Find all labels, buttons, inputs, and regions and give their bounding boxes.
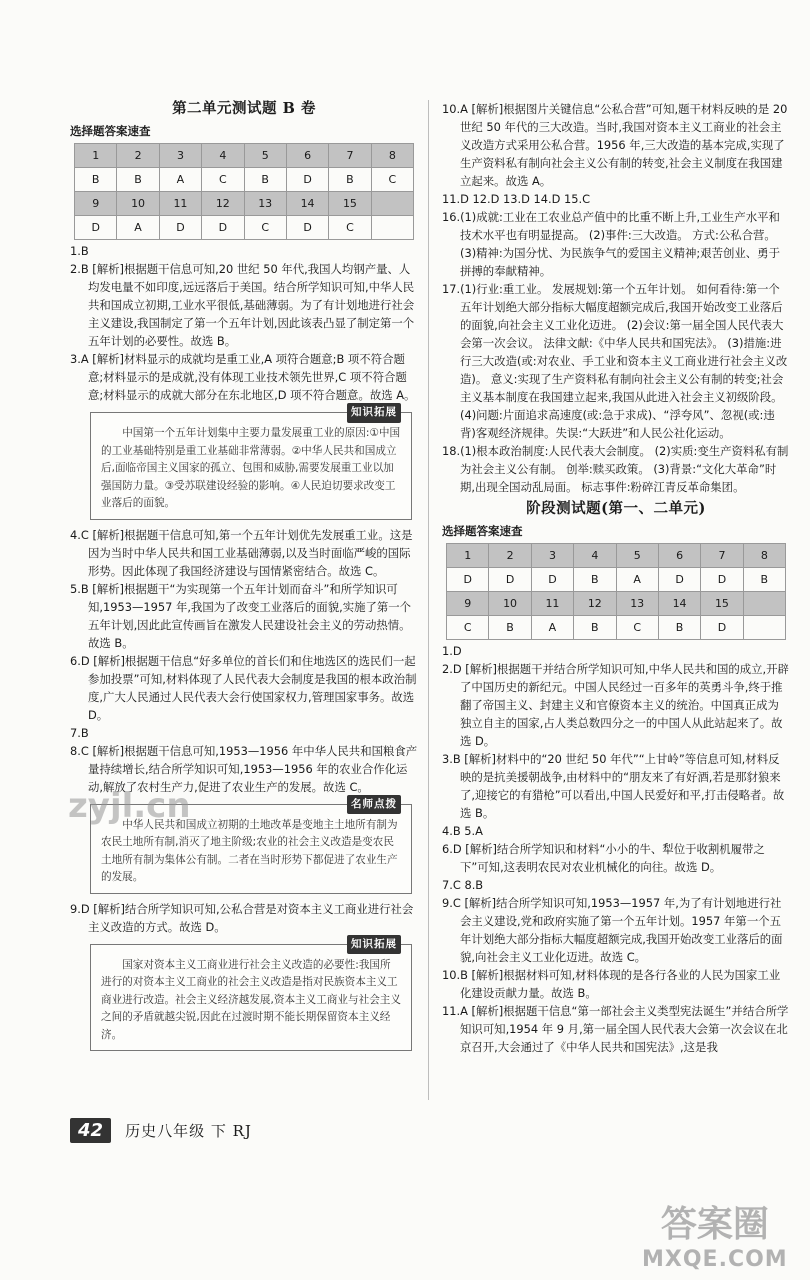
question-number-cell: 6 [658,544,700,568]
box-badge: 知识拓展 [347,935,401,955]
answer-item: 5.B [解析]根据题干“为实现第一个五年计划而奋斗”和所学知识可知,1953—1957 年,我国为了改变工业落后的面貌,实施了第一个五年计划,因此此宣传画旨在激发人民建设社会主义的劳动热情。故选 B。 [70,581,412,650]
watermark-url: MXQE.COM [642,1247,788,1272]
answer-cell: A [117,216,159,240]
question-number-cell: 3 [531,544,573,568]
answer-cell: C [616,616,658,640]
answer-cell: A [159,168,201,192]
answer-cell: B [574,616,616,640]
question-number-cell: 7 [329,144,371,168]
answer-cell: A [616,568,658,592]
question-number-cell: 5 [244,144,286,168]
answer-cell: B [489,616,531,640]
box-text: 国家对资本主义工商业进行社会主义改造的必要性:我国所进行的对资本主义工商业的社会主义改造是指对民族资本主义工商业进行改造。社会主义经济越发展,资本主义工商业与社会主义之间的矛盾就越尖锐,因此在过渡时期不能长期保留资本主义经济。 [101,958,401,1041]
question-number-cell: 4 [574,544,616,568]
answer-item: 7.C 8.B [442,878,484,892]
answer-cell: B [329,168,371,192]
question-number-cell: 9 [75,192,117,216]
answer-cell: D [658,568,700,592]
question-number-cell: 1 [75,144,117,168]
watermark-right [642,1196,788,1272]
answer-cell: D [701,568,743,592]
answer-cell: C [371,168,413,192]
question-number-cell: 8 [371,144,413,168]
answer-table [446,543,786,640]
answer-item: 7.B [70,725,89,740]
question-number-cell: 2 [117,144,159,168]
question-number-cell: 10 [489,592,531,616]
question-number-cell: 9 [447,592,489,616]
page-number: 42 [70,1118,111,1143]
answer-cell: C [244,216,286,240]
answer-cell [371,216,413,240]
watermark-logo-text: 答案圈 [660,1203,769,1245]
question-number-cell: 10 [117,192,159,216]
answer-cell: B [244,168,286,192]
answer-item: 1.B [70,244,89,258]
answer-item: 10.A [解析]根据图片关键信息“公私合营”可知,题干材料反映的是 20 世纪 50 年代的三大改造。当时,我国对资本主义工商业的社会主义改造方式采用公私合营。1956 年,三大改造的基本完成,实现了生产资料私有制向社会主义公有制的转变,社会主义制度在我国建立起来。故选 A。 [442,102,788,188]
right-column [442,100,790,1056]
box-badge: 知识拓展 [347,403,401,423]
question-number-cell: 8 [743,544,785,568]
question-number-cell: 11 [159,192,201,216]
question-number-cell: 2 [489,544,531,568]
box-text: 中华人民共和国成立初期的土地改革是变地主土地所有制为农民土地所有制,消灭了地主阶级;农业的社会主义改造是变农民土地所有制为集体公有制。二者在当时形势下都促进了农业生产的发展。 [101,818,398,883]
question-number-cell: 12 [574,592,616,616]
answer-cell: B [75,168,117,192]
question-number-cell: 15 [329,192,371,216]
answer-item: 4.C [解析]根据题干信息可知,第一个五年计划优先发展重工业。这是因为当时中华人民共和国工业基础薄弱,以及当时面临严峻的国际形势。因此体现了我国经济建设与国情紧密结合。故选 C。 [70,527,413,578]
answer-cell: C [329,216,371,240]
left-column [70,100,418,1057]
knowledge-extension-box [90,406,412,520]
answer-cell: D [159,216,201,240]
question-number-cell: 5 [616,544,658,568]
box-badge: 名师点拨 [347,795,401,815]
answer-item: 3.B [解析]材料中的“20 世纪 50 年代”“上甘岭”等信息可知,材料反映的是抗美援朝战争,由材料中的“朋友来了有好酒,若是那豺狼来了,迎接它的有猎枪”可以看出,中国人民爱好和平,打击侵略者。故选 B。 [442,752,785,820]
answer-cell: D [75,216,117,240]
answer-cell: B [574,568,616,592]
box-text: 中国第一个五年计划集中主要力量发展重工业的原因:①中国的工业基础特别是重工业基础非常薄弱。②中华人民共和国成立后,面临帝国主义国家的孤立、包围和威胁,需要发展重工业以加强国防力量。③受苏联建设经验的影响。④人民迫切要求改变工业落后的面貌。 [101,427,401,509]
answer-item: 16.(1)成就:工业在工农业总产值中的比重不断上升,工业生产水平和技术水平也有明显提高。 (2)事件:三大改造。 方式:公私合营。 (3)精神:为国分忧、为民族争气的爱国主义精神;艰苦创业、勇于拼搏的奉献精神。 [442,210,780,278]
question-number-cell: 13 [616,592,658,616]
answer-cell: C [447,616,489,640]
answer-cell [743,616,785,640]
answer-item: 11.D 12.D 13.D 14.D 15.C [442,192,591,206]
question-number-cell [371,192,413,216]
question-number-cell: 15 [701,592,743,616]
answer-cell: D [286,168,328,192]
answer-item: 17.(1)行业:重工业。 发展规划:第一个五年计划。 如何看待:第一个五年计划绝大部分指标大幅度超额完成后,我国开始改变工业落后的面貌,向社会主义工业化迈进。 (2)会议:第一届全国人民代表大会第一次会议。 法律文献:《中华人民共和国宪法》。 (3)措施:进行三大改造(或:对农业、手工业和资本主义工商业进行社会主义改造)。 意义:实现了生产资料私有制向社会主义公有制的转变;社会主义基本制度在我国建立起来,我国从此进入社会主义初级阶段。 (4)问题:片面追求高速度(或:急于求成)、“浮夸风”、忽视(或:违背)客观经济规律。失误:“大跃进”和人民公社化运动。 [442,282,788,440]
question-number-cell: 14 [286,192,328,216]
answer-cell: D [701,616,743,640]
answer-cell: B [658,616,700,640]
answer-cell: D [489,568,531,592]
answer-item: 1.D [442,644,462,658]
answer-cell: D [286,216,328,240]
answer-item: 4.B 5.A [442,824,483,838]
question-number-cell: 12 [202,192,244,216]
answer-item: 8.C [解析]根据题干信息可知,1953—1956 年中华人民共和国粮食产量持续增长,结合所学知识可知,1953—1956 年的农业合作化运动,解放了农村生产力,促进了农业生产的发展。故选 C。 [70,743,418,794]
page-footer [70,1118,252,1143]
answer-item: 9.D [解析]结合所学知识可知,公私合营是对资本主义工商业进行社会主义改造的方式。故选 D。 [70,901,414,934]
column-divider [428,100,429,1100]
question-number-cell: 4 [202,144,244,168]
unit-test-title: 第二单元测试题 B 卷 [172,100,316,117]
answer-item: 18.(1)根本政治制度:人民代表大会制度。 (2)实质:变生产资料私有制为社会主义公有制。 创举:赎买政策。 (3)背景:“文化大革命”时期,出现全国动乱局面。 标志事件:粉碎江青反革命集团。 [442,444,789,494]
question-number-cell: 3 [159,144,201,168]
answer-item: 6.D [解析]根据题干信息“好多单位的首长们和住地选区的选民们一起参加投票”可知,材料体现了人民代表大会制度是我国的根本政治制度,广大人民通过人民代表大会行使国家权力,管理国家事务。故选 D。 [70,653,417,722]
answer-heading: 选择题答案速查 [442,524,523,538]
answer-cell: D [531,568,573,592]
answer-cell: B [117,168,159,192]
book-title: 历史八年级 下 RJ [125,1122,252,1140]
answer-cell: D [202,216,244,240]
question-number-cell: 11 [531,592,573,616]
answer-heading: 选择题答案速查 [70,124,151,138]
answer-item: 6.D [解析]结合所学知识和材料“小小的牛、犁位于收割机履带之下”可知,这表明农民对农业机械化的向往。故选 D。 [442,842,765,874]
question-number-cell: 13 [244,192,286,216]
answer-item: 10.B [解析]根据材料可知,材料体现的是各行各业的人民为国家工业化建设贡献力量。故选 B。 [442,968,781,1000]
answer-item: 3.A [解析]材料显示的成就均是重工业,A 项符合题意;B 项不符合题意;材料显示的是成就,没有体现工业技术领先世界,C 项不符合题意;材料显示的成就大部分在东北地区,D 项不符合题意。故选 A。 [70,352,416,402]
answer-cell: D [447,568,489,592]
answer-item: 11.A [解析]根据题干信息“第一部社会主义类型宪法诞生”并结合所学知识可知,1954 年 9 月,第一届全国人民代表大会第一次会议在北京召开,大会通过了《中华人民共和国宪法》,这是我 [442,1004,789,1054]
answer-cell: B [743,568,785,592]
question-number-cell: 1 [447,544,489,568]
question-number-cell: 14 [658,592,700,616]
answer-table [74,143,414,240]
question-number-cell [743,592,785,616]
knowledge-extension-box [90,937,412,1052]
stage-test-title: 阶段测试题(第一、二单元) [526,500,706,517]
watermark-left: zyjl.cn [68,786,191,826]
question-number-cell: 6 [286,144,328,168]
question-number-cell: 7 [701,544,743,568]
answer-cell: C [202,168,244,192]
answer-item: 2.B [解析]根据题干信息可知,20 世纪 50 年代,我国人均钢产量、人均发电量不如印度,远远落后于美国。结合所学知识可知,中华人民共和国成立初期,工业水平很低,基础薄弱。为了有计划地进行社会主义建设,我国制定了第一个五年计划,因此该表凸显了制定第一个五年计划的必要性。故选 B。 [70,262,415,348]
answer-item: 9.C [解析]结合所学知识可知,1953—1957 年,为了有计划地进行社会主义建设,党和政府实施了第一个五年计划。1957 年第一个五年计划绝大部分指标大幅度超额完成,我国开始改变工业落后的面貌,向社会主义工业化迈进。故选 C。 [442,896,783,964]
answer-item: 2.D [解析]根据题干并结合所学知识可知,中华人民共和国的成立,开辟了中国历史的新纪元。中国人民经过一百多年的英勇斗争,终于推翻了帝国主义、封建主义和官僚资本主义的统治。中国真正成为独立自主的国家,占人类总数四分之一的中国人从此站起来了。故选 D。 [442,662,789,748]
answer-cell: A [531,616,573,640]
